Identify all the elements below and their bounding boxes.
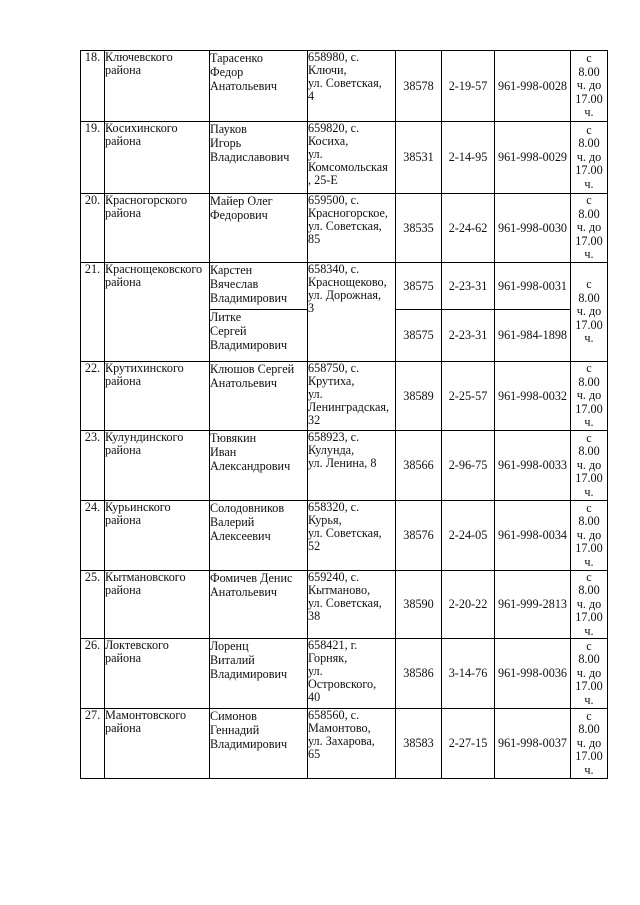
row-number: 23. (81, 431, 105, 501)
table-row (81, 51, 608, 122)
postal-address: 659240, с. Кытманово, ул. Советская, 38 (308, 571, 396, 639)
postal-address: 658320, с. Курья, ул. Советская, 52 (308, 501, 396, 571)
district-name: Ключевского района (105, 51, 210, 122)
working-hours: с 8.00 ч. до 17.00 ч. (571, 501, 608, 571)
row-number: 25. (81, 571, 105, 639)
phone-number: 2-27-15 (442, 709, 495, 779)
area-code: 38589 (396, 362, 442, 431)
district-name: Кытмановского района (105, 571, 210, 639)
contact-person: Клюшов Сергей Анатольевич (210, 362, 308, 431)
district-name: Курьинского района (105, 501, 210, 571)
mobile-number: 961-998-0031 (495, 263, 571, 310)
row-number: 26. (81, 639, 105, 709)
working-hours: с 8.00 ч. до 17.00 ч. (571, 263, 608, 362)
table-row (81, 362, 608, 431)
row-number: 21. (81, 263, 105, 362)
working-hours: с 8.00 ч. до 17.00 ч. (571, 51, 608, 122)
postal-address: 658923, с. Кулунда, ул. Ленина, 8 (308, 431, 396, 501)
contact-person: Симонов Геннадий Владимирович (210, 709, 308, 779)
table-row (81, 709, 608, 779)
table-row (81, 122, 608, 194)
working-hours: с 8.00 ч. до 17.00 ч. (571, 431, 608, 501)
postal-address: 658560, с. Мамонтово, ул. Захарова, 65 (308, 709, 396, 779)
area-code: 38578 (396, 51, 442, 122)
row-number: 22. (81, 362, 105, 431)
phone-number: 2-19-57 (442, 51, 495, 122)
district-contacts-table (80, 50, 608, 779)
phone-number: 2-24-62 (442, 194, 495, 263)
table-row (81, 501, 608, 571)
district-name: Краснощековского района (105, 263, 210, 362)
mobile-number: 961-998-0036 (495, 639, 571, 709)
area-code: 38586 (396, 639, 442, 709)
phone-number: 2-24-05 (442, 501, 495, 571)
working-hours: с 8.00 ч. до 17.00 ч. (571, 122, 608, 194)
district-name: Косихинского района (105, 122, 210, 194)
district-name: Крутихинского района (105, 362, 210, 431)
mobile-number: 961-998-0030 (495, 194, 571, 263)
mobile-number: 961-998-0029 (495, 122, 571, 194)
table-row (81, 571, 608, 639)
area-code: 38575 (396, 263, 442, 310)
mobile-number: 961-984-1898 (495, 310, 571, 362)
area-code: 38531 (396, 122, 442, 194)
area-code: 38590 (396, 571, 442, 639)
phone-number: 2-25-57 (442, 362, 495, 431)
phone-number: 3-14-76 (442, 639, 495, 709)
working-hours: с 8.00 ч. до 17.00 ч. (571, 571, 608, 639)
table-body (81, 51, 608, 779)
table-row (81, 639, 608, 709)
row-number: 19. (81, 122, 105, 194)
area-code: 38535 (396, 194, 442, 263)
phone-number: 2-23-31 (442, 310, 495, 362)
phone-number: 2-14-95 (442, 122, 495, 194)
table-row (81, 431, 608, 501)
area-code: 38566 (396, 431, 442, 501)
district-name: Красногорского района (105, 194, 210, 263)
working-hours: с 8.00 ч. до 17.00 ч. (571, 362, 608, 431)
mobile-number: 961-998-0033 (495, 431, 571, 501)
mobile-number: 961-998-0034 (495, 501, 571, 571)
mobile-number: 961-998-0032 (495, 362, 571, 431)
area-code: 38583 (396, 709, 442, 779)
row-number: 27. (81, 709, 105, 779)
area-code: 38576 (396, 501, 442, 571)
postal-address: 659820, с. Косиха, ул. Комсомольская , 25-Е (308, 122, 396, 194)
district-name: Мамонтовского района (105, 709, 210, 779)
mobile-number: 961-999-2813 (495, 571, 571, 639)
row-number: 24. (81, 501, 105, 571)
mobile-number: 961-998-0028 (495, 51, 571, 122)
postal-address: 658980, с. Ключи, ул. Советская, 4 (308, 51, 396, 122)
area-code: 38575 (396, 310, 442, 362)
postal-address: 659500, с. Красногорское, ул. Советская, 85 (308, 194, 396, 263)
contact-person: Фомичев Денис Анатольевич (210, 571, 308, 639)
contact-person: Лоренц Виталий Владимирович (210, 639, 308, 709)
contact-person: Карстен Вячеслав Владимирович (210, 263, 308, 310)
contact-person: Тювякин Иван Александрович (210, 431, 308, 501)
phone-number: 2-96-75 (442, 431, 495, 501)
working-hours: с 8.00 ч. до 17.00 ч. (571, 709, 608, 779)
phone-number: 2-23-31 (442, 263, 495, 310)
contact-person: Солодовников Валерий Алексеевич (210, 501, 308, 571)
postal-address: 658340, с. Краснощеково, ул. Дорожная, 3 (308, 263, 396, 362)
phone-number: 2-20-22 (442, 571, 495, 639)
working-hours: с 8.00 ч. до 17.00 ч. (571, 194, 608, 263)
postal-address: 658750, с. Крутиха, ул. Ленинградская, 32 (308, 362, 396, 431)
row-number: 20. (81, 194, 105, 263)
contact-person: Майер Олег Федорович (210, 194, 308, 263)
working-hours: с 8.00 ч. до 17.00 ч. (571, 639, 608, 709)
postal-address: 658421, г. Горняк, ул. Островского, 40 (308, 639, 396, 709)
district-name: Локтевского района (105, 639, 210, 709)
mobile-number: 961-998-0037 (495, 709, 571, 779)
district-name: Кулундинского района (105, 431, 210, 501)
table-row (81, 194, 608, 263)
row-number: 18. (81, 51, 105, 122)
contact-person: Пауков Игорь Владиславович (210, 122, 308, 194)
table-row (81, 263, 608, 310)
contact-person: Литке Сергей Владимирович (210, 310, 308, 362)
contact-person: Тарасенко Федор Анатольевич (210, 51, 308, 122)
